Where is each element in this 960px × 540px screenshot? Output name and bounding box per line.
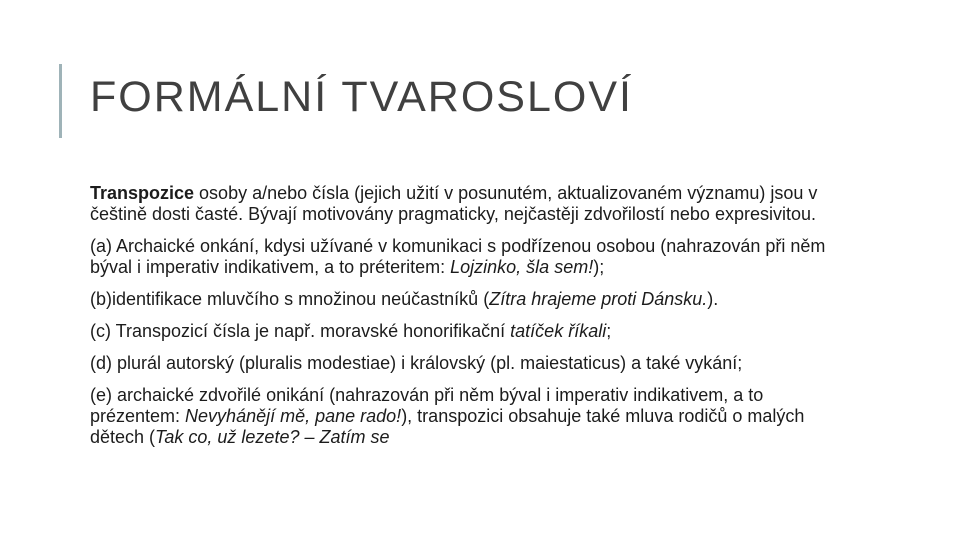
paragraph-text: ); [593,257,605,277]
paragraph-text: osoby a/nebo čísla (jejich užití v posunutém, aktualizovaném významu) jsou v češtině dosti časté. Bývají motivovány pragmaticky, nejčastěji zdvořilostí nebo expresivitou. [90,183,818,224]
slide-body [90,183,850,459]
term-transpozice: Transpozice [90,183,195,203]
example-text: Lojzinko, šla sem! [450,257,594,277]
title-accent-bar [59,64,62,138]
paragraph-transpozice [90,183,850,225]
example-text: tatíček říkali [510,321,607,341]
example-text: Nevyhánějí mě, pane rado! [185,406,402,426]
paragraph-b-identifikace [90,289,850,310]
paragraph-d-plural [90,353,850,374]
paragraph-text: ; [606,321,612,341]
paragraph-text: (e) archaické zdvořilé onikání (nahrazován při něm býval i imperativ indikativem, a to prézentem: [90,385,764,426]
paragraph-e-onikani [90,385,850,448]
paragraph-text: (d) plurál autorský (pluralis modestiae) i královský (pl. maiestaticus) a také vykání; [90,353,743,373]
paragraph-text: (b)identifikace mluvčího s množinou neúčastníků ( [90,289,490,309]
page-title: FORMÁLNÍ TVAROSLOVÍ [90,73,633,121]
example-text: Tak co, už lezete? – Zatím se [155,427,390,447]
paragraph-c-transpozice-cisla [90,321,850,342]
paragraph-text: ). [707,289,719,309]
paragraph-text: (a) Archaické onkání, kdysi užívané v komunikaci s podřízenou osobou (nahrazován při něm býval i imperativ indikativem, a to préteritem: [90,236,826,277]
paragraph-text: (c) Transpozicí čísla je např. moravské honorifikační [90,321,511,341]
paragraph-text: ), transpozici obsahuje také mluva rodičů o malých dětech ( [90,406,805,447]
paragraph-a-onkani [90,236,850,278]
example-text: Zítra hrajeme proti Dánsku. [489,289,708,309]
